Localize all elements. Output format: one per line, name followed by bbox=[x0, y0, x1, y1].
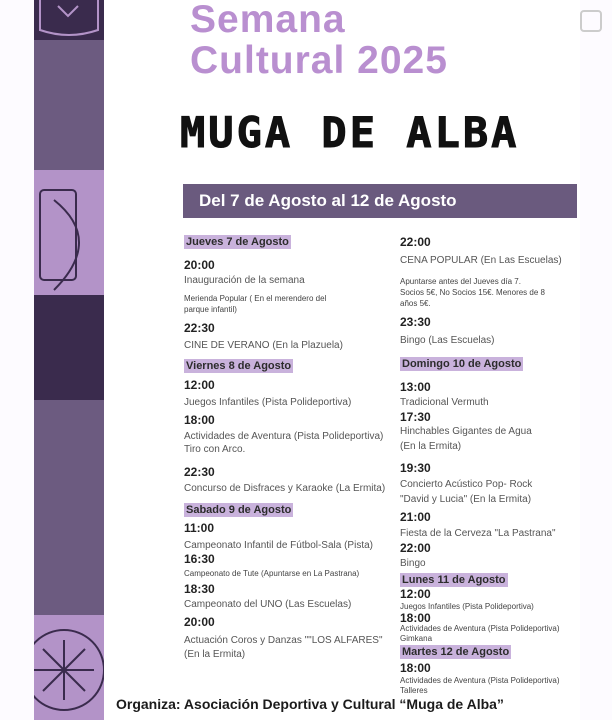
time: 12:00 bbox=[184, 378, 215, 392]
time: 22:30 bbox=[184, 321, 215, 335]
event-note: años 5€. bbox=[400, 299, 431, 308]
event: Gimkana bbox=[400, 634, 433, 643]
event: Campeonato Infantil de Fútbol-Sala (Pista) bbox=[184, 540, 373, 551]
event: Tiro con Arco. bbox=[184, 444, 246, 455]
time: 21:00 bbox=[400, 510, 431, 524]
event-note: Socios 5€, No Socios 15€. Menores de 8 bbox=[400, 288, 545, 297]
event: Actividades de Aventura (Pista Polideportiva) bbox=[400, 676, 560, 685]
day-header-sabado: Sabado 9 de Agosto bbox=[186, 504, 292, 516]
time: 22:30 bbox=[184, 465, 215, 479]
event-note: parque infantil) bbox=[184, 305, 237, 314]
organizer-footer: Organiza: Asociación Deportiva y Cultural “Muga de Alba” bbox=[116, 696, 504, 712]
time: 22:00 bbox=[400, 235, 431, 249]
time: 18:30 bbox=[184, 582, 215, 596]
day-header-lunes: Lunes 11 de Agosto bbox=[402, 574, 506, 586]
day-header-domingo: Domingo 10 de Agosto bbox=[402, 358, 522, 370]
event: Fiesta de la Cerveza "La Pastrana" bbox=[400, 528, 556, 539]
event: Concurso de Disfraces y Karaoke (La Ermita) bbox=[184, 483, 386, 494]
event: Campeonato de Tute (Apuntarse en La Pastrana) bbox=[184, 569, 360, 578]
time: 23:30 bbox=[400, 315, 431, 329]
event-note: Merienda Popular ( En el merendero del bbox=[184, 294, 327, 303]
event: Tradicional Vermuth bbox=[400, 397, 489, 408]
event: Bingo bbox=[400, 558, 426, 569]
day-header-martes: Martes 12 de Agosto bbox=[402, 646, 510, 658]
multi-image-icon bbox=[580, 10, 602, 32]
event: CENA POPULAR (En Las Escuelas) bbox=[400, 255, 562, 266]
event: (En la Ermita) bbox=[400, 441, 462, 452]
event: Hinchables Gigantes de Agua bbox=[400, 426, 532, 437]
time: 18:00 bbox=[184, 413, 215, 427]
time: 22:00 bbox=[400, 541, 431, 555]
event: CINE DE VERANO (En la Plazuela) bbox=[184, 340, 343, 351]
event: Juegos Infantiles (Pista Polideportiva) bbox=[400, 602, 534, 611]
time: 18:00 bbox=[400, 661, 431, 675]
event: Inauguración de la semana bbox=[184, 275, 305, 286]
event: Actividades de Aventura (Pista Polideportiva) bbox=[400, 624, 560, 633]
title-line-2: Cultural 2025 bbox=[190, 39, 448, 82]
date-range-bar: Del 7 de Agosto al 12 de Agosto bbox=[183, 184, 577, 218]
time: 18:00 bbox=[400, 611, 431, 625]
event: Campeonato del UNO (Las Escuelas) bbox=[184, 599, 352, 610]
town-title: MUGA DE ALBA bbox=[180, 108, 520, 157]
event: (En la Ermita) bbox=[184, 649, 246, 660]
event: Juegos Infantiles (Pista Polideportiva) bbox=[184, 397, 352, 408]
event: Talleres bbox=[400, 686, 428, 695]
time: 20:00 bbox=[184, 258, 215, 272]
time: 13:00 bbox=[400, 380, 431, 394]
time: 12:00 bbox=[400, 587, 431, 601]
event: "David y Lucia" (En la Ermita) bbox=[400, 494, 532, 505]
time: 16:30 bbox=[184, 552, 215, 566]
decor-shapes bbox=[34, 0, 104, 720]
event-note: Apuntarse antes del Jueves día 7. bbox=[400, 277, 521, 286]
time: 11:00 bbox=[184, 521, 215, 535]
day-header-jueves: Jueves 7 de Agosto bbox=[186, 236, 289, 248]
title-line-1: Semana bbox=[190, 0, 346, 41]
event: Actuación Coros y Danzas ""LOS ALFARES" bbox=[184, 635, 383, 646]
time: 20:00 bbox=[184, 615, 215, 629]
event: Concierto Acústico Pop- Rock bbox=[400, 479, 533, 490]
day-header-viernes: Viernes 8 de Agosto bbox=[186, 360, 292, 372]
time: 17:30 bbox=[400, 410, 431, 424]
event: Actividades de Aventura (Pista Polideportiva) bbox=[184, 431, 384, 442]
event: Bingo (Las Escuelas) bbox=[400, 335, 495, 346]
time: 19:30 bbox=[400, 461, 431, 475]
